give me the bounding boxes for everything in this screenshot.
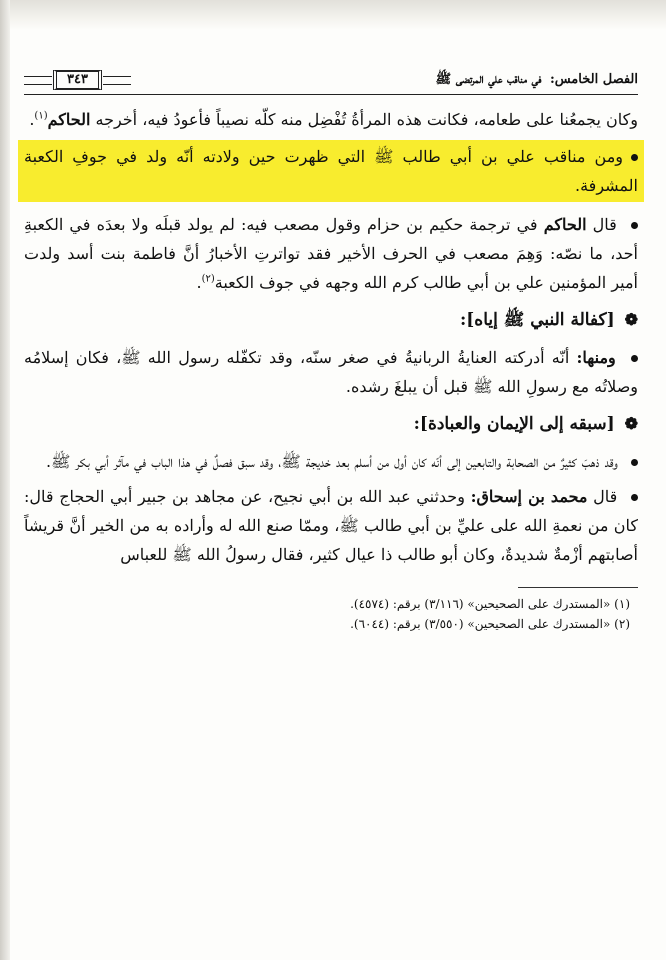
chapter-title [435, 71, 638, 90]
page-number-ornament [24, 70, 131, 90]
paragraph-6: قال محمد بن إسحاق: وحدثني عبد الله بن أبي نجيح، عن مجاهد بن جبير أبي الحجاج قال: كان من نعمةِ الله على عليِّ بن أبي طالب ﷺ، وممّا صنع الله له وأراده به من الخير أنَّ قريشاً أصابتهم أزْمةٌ شديدةٌ، وكان أبو طالب ذا عيال كثير، فقال رسولُ الله ﷺ للعباس [24, 487, 638, 564]
bullet-icon [631, 222, 638, 229]
page-number: ٣٤٣ [53, 70, 102, 90]
page-content [24, 105, 638, 569]
flower-ornament-icon: ❁ [624, 310, 638, 329]
highlighted-passage [18, 140, 644, 202]
ornament-lines-icon [103, 76, 131, 85]
ornament-lines-icon [24, 76, 52, 85]
bullet-icon [631, 154, 638, 161]
highlight-text: ومن مناقب علي بن أبي طالب ﷺ التي ظهرت حين ولادته أنّه ولد في جوفِ الكعبة المشرفة. [24, 147, 638, 195]
page-top-shadow [0, 0, 666, 30]
footnote-ref-1[interactable]: (١) [34, 110, 48, 122]
running-header [24, 60, 638, 90]
paragraph-1: وكان يجمعُنا على طعامه، فكانت هذه المرأةُ تُفْضِل منه كلّه نصيباً فأعودُ فيه، أخرجه الحاكم$^{(١)}$. [29, 110, 638, 129]
section-heading-kafala: ❁ [كفالة النبي ﷺ إياه]: [459, 310, 638, 330]
footnote-separator [518, 587, 638, 588]
bullet-icon [631, 355, 638, 362]
page-left-shadow [0, 0, 10, 960]
bullet-icon [631, 459, 638, 466]
footnote-1: (١) «المستدرك على الصحيحين» (٣/١١٦) برقم: (٤٥٧٤). [350, 597, 630, 611]
chapter-subject: في مناقب علي المرتضى ﷺ [435, 72, 542, 87]
book-page [24, 60, 638, 940]
paragraph-5: وقد ذهبَ كثيرٌ من الصحابة والتابعين إلى أنّه كان أول من أسلم بعد خديجة ﷺ، وقد سبق فصلٌ في هذا الباب في مآثر أبي بكر ﷺ. [24, 447, 638, 476]
section-heading-sabq: ❁ [سبقه إلى الإيمان والعبادة]: [413, 414, 638, 434]
footnote-ref-2[interactable]: (٢) [201, 273, 215, 285]
header-rule [24, 94, 638, 95]
flower-ornament-icon: ❁ [624, 414, 638, 433]
footnote-2: (٢) «المستدرك على الصحيحين» (٣/٥٥٠) برقم: (٦٠٤٤). [350, 617, 630, 631]
paragraph-4: ومنها: أنّه أدركته العنايةُ الربانيةُ في صغر سنّه، وقد تكفّله رسول الله ﷺ، فكان إسلامُه وصلاتُه مع رسولِ الله ﷺ قبل أن يبلغَ رشده. [24, 348, 638, 396]
paragraph-3: قال الحاكم في ترجمة حكيم بن حزام وقول مصعب فيه: لم يولد قبلَه ولا بعدَه في الكعبةِ أحد، ما نصّه: وَهِمَ مصعب في الحرف الأخير فقد تواترتِ الأخبارُ أنَّ فاطمة بنت أسد ولدت أمير المؤمنين علي بن أبي طالب كرم الله وجهه في جوف الكعبة$^{(٢)}$. [24, 215, 638, 292]
footnotes [24, 594, 638, 634]
chapter-label: الفصل الخامس: [549, 72, 638, 87]
bullet-icon [631, 494, 638, 501]
